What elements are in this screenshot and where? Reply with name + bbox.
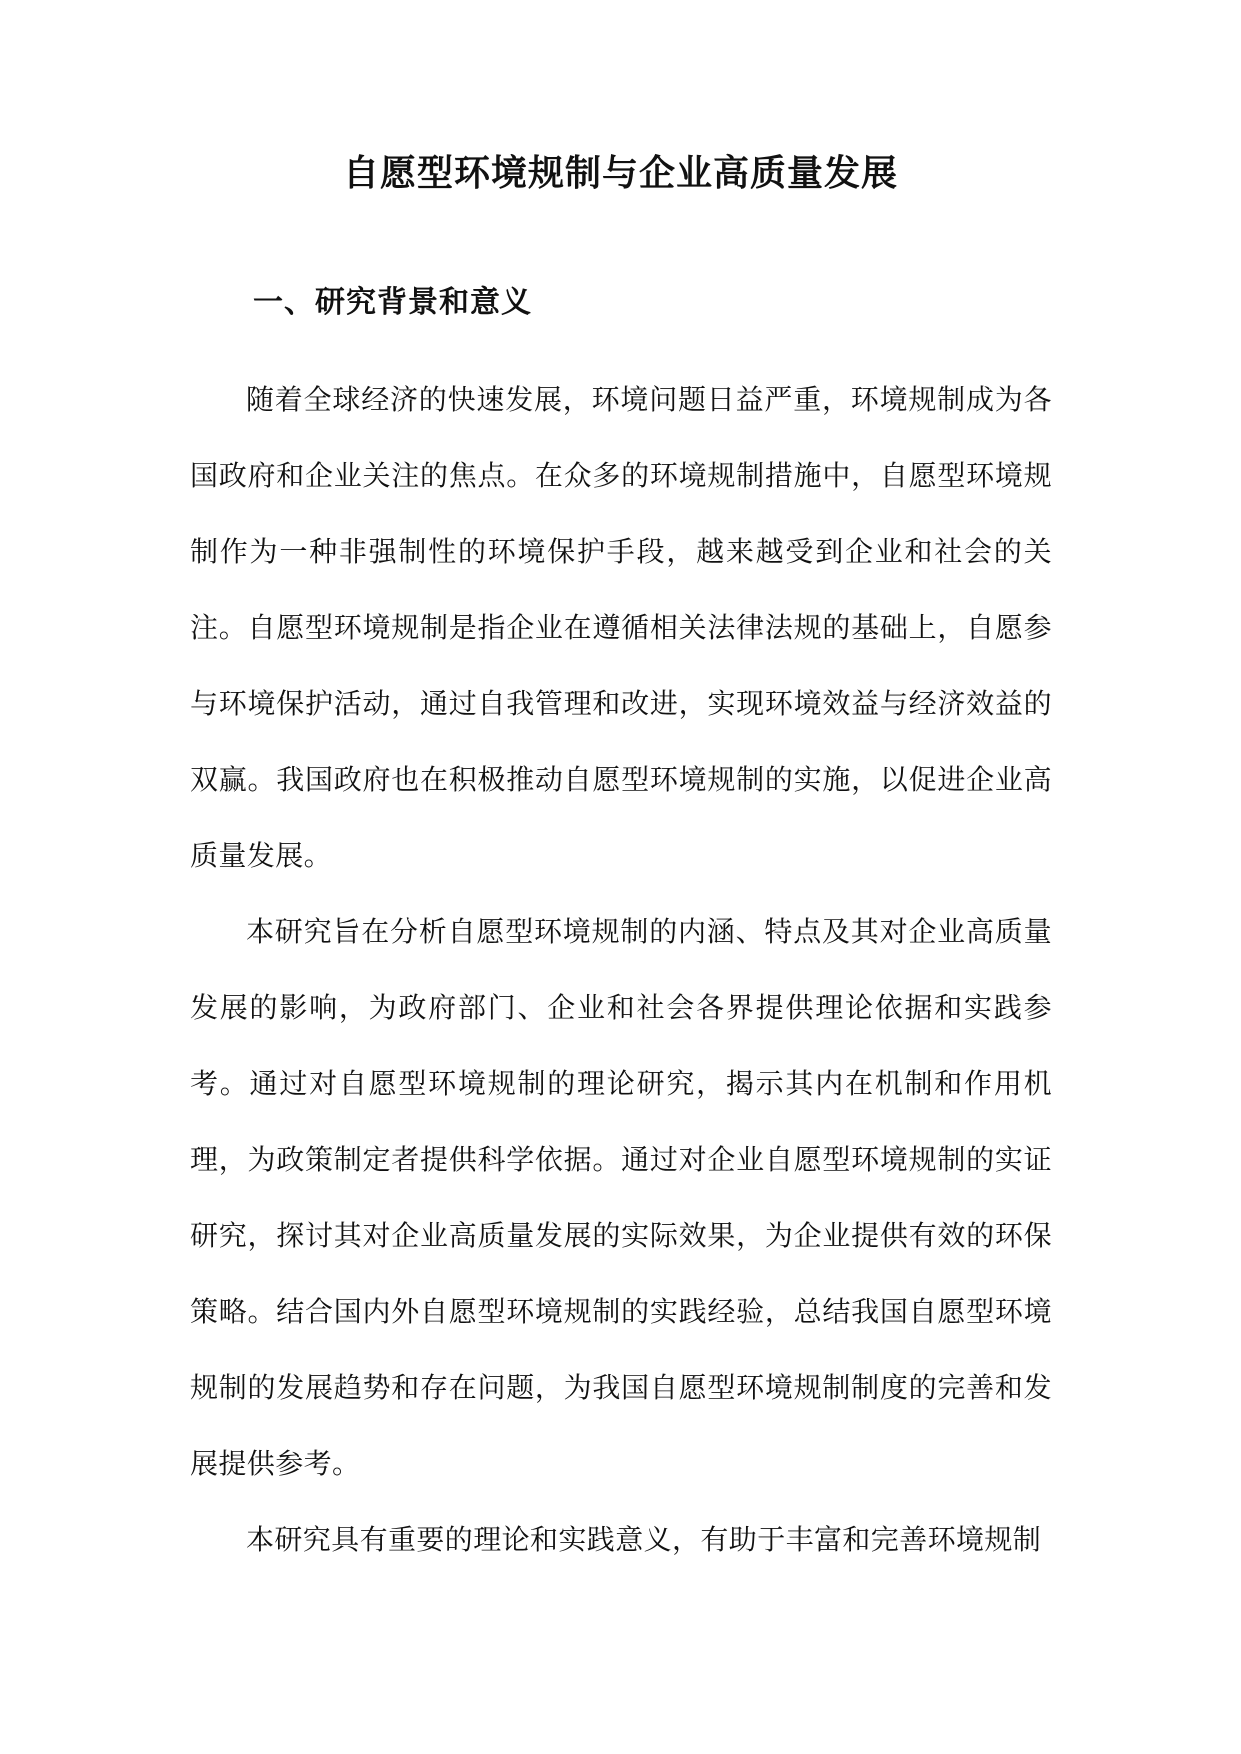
body-text	[190, 362, 1052, 1578]
paragraph-2: 本研究旨在分析自愿型环境规制的内涵、特点及其对企业高质量发展的影响，为政府部门、企业和社会各界提供理论依据和实践参考。通过对自愿型环境规制的理论研究，揭示其内在机制和作用机理，为政策制定者提供科学依据。通过对企业自愿型环境规制的实证研究，探讨其对企业高质量发展的实际效果，为企业提供有效的环保策略。结合国内外自愿型环境规制的实践经验，总结我国自愿型环境规制的发展趋势和存在问题，为我国自愿型环境规制制度的完善和发展提供参考。	[190, 915, 1052, 1480]
document-title: 自愿型环境规制与企业高质量发展	[342, 152, 898, 194]
paragraph-3: 本研究具有重要的理论和实践意义，有助于丰富和完善环境规制	[246, 1523, 1042, 1556]
paragraph-1: 随着全球经济的快速发展，环境问题日益严重，环境规制成为各国政府和企业关注的焦点。在众多的环境规制措施中，自愿型环境规制作为一种非强制性的环境保护手段，越来越受到企业和社会的关注。自愿型环境规制是指企业在遵循相关法律法规的基础上，自愿参与环境保护活动，通过自我管理和改进，实现环境效益与经济效益的双赢。我国政府也在积极推动自愿型环境规制的实施，以促进企业高质量发展。	[190, 383, 1052, 872]
section-heading: 一、研究背景和意义	[253, 285, 532, 320]
